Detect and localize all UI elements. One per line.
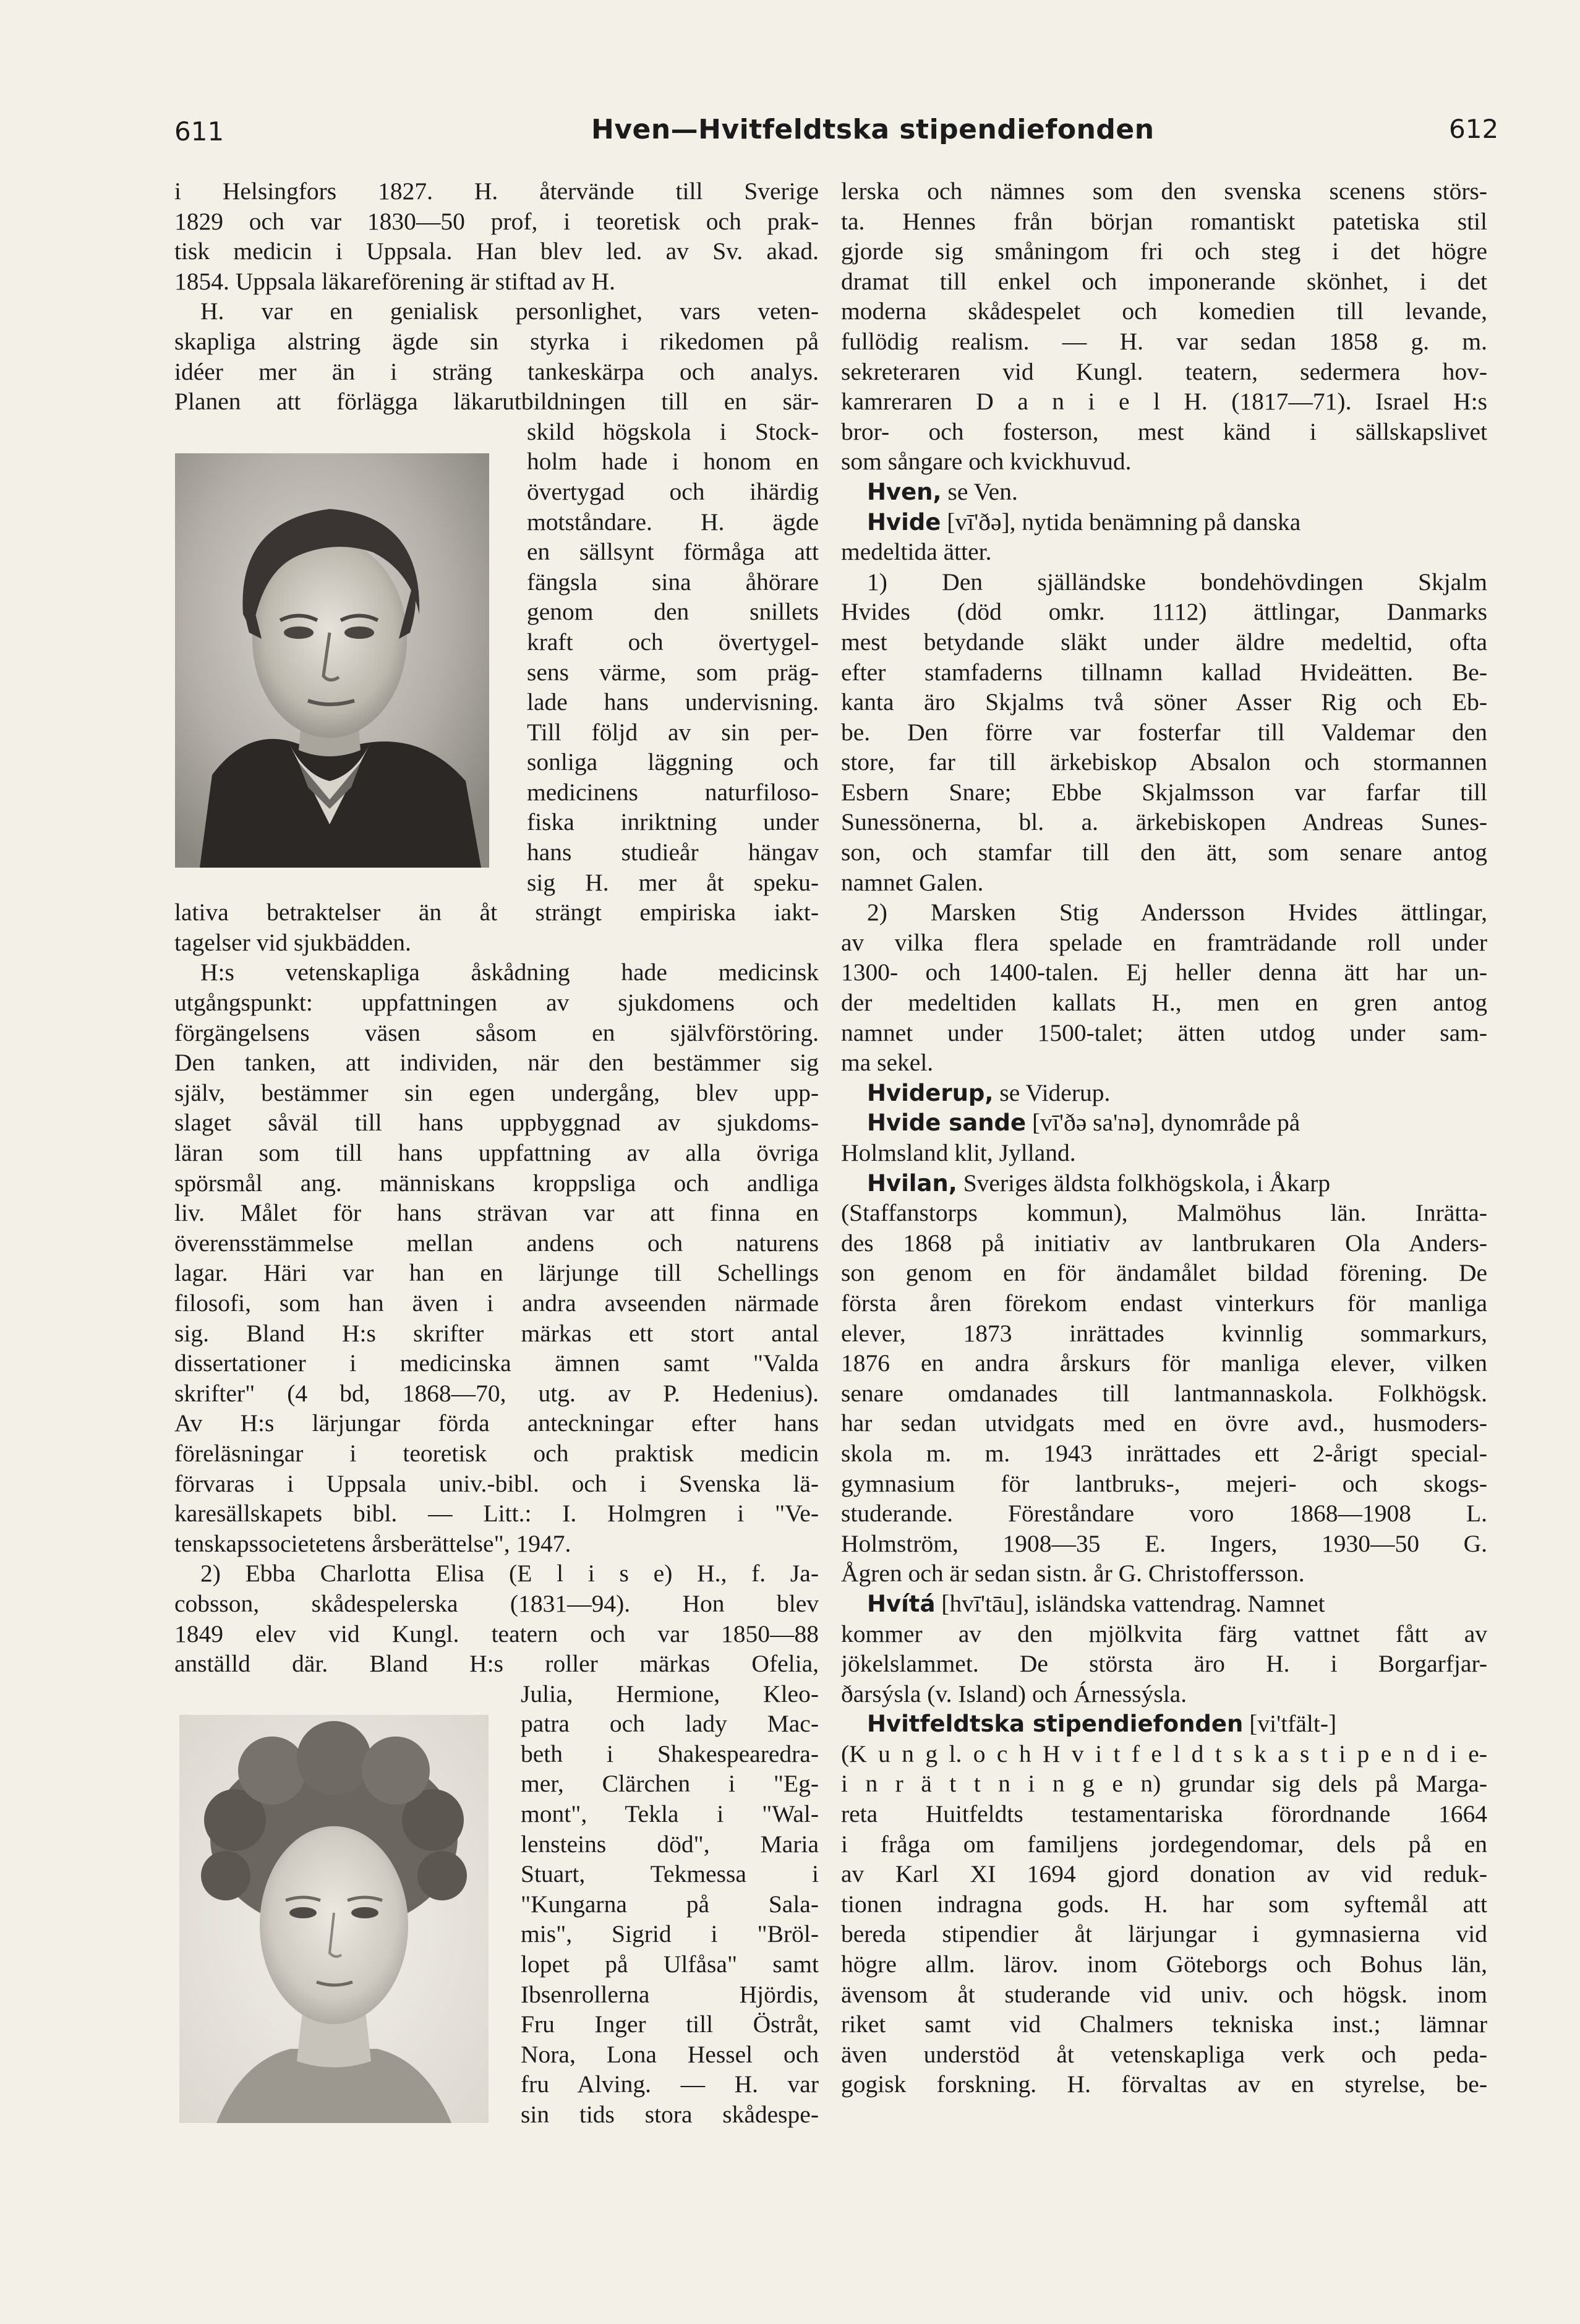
- text-line: fru Alving. — H. var: [521, 2070, 819, 2098]
- text-line: jökelslammet. De största äro H. i Borgarfjar-: [841, 1650, 1487, 1678]
- running-title: Hven—Hvitfeldtska stipendiefonden: [591, 114, 1155, 145]
- text-line: patra och lady Mac-: [521, 1710, 819, 1738]
- text-line: skild högskola i Stock-: [527, 417, 819, 445]
- text-line: lopet på Ulfåsa" samt: [521, 1950, 819, 1978]
- text-line: mer, Clärchen i "Eg-: [521, 1770, 819, 1798]
- text-line: ma sekel.: [841, 1049, 934, 1077]
- text-line: (K u n g l. o c h H v i t f e l d t s k a s t i p e n d i e-: [841, 1740, 1487, 1767]
- text-line: beth i Shakespearedra-: [521, 1740, 819, 1767]
- text-line: högre allm. lärov. inom Göteborgs och Bohus län,: [841, 1950, 1487, 1978]
- text-wrap-around-portrait-1: [527, 417, 819, 898]
- text-line: en sällsynt förmåga att: [527, 538, 819, 566]
- text-line: Den tanken, att individen, när den bestämmer sig: [174, 1049, 819, 1077]
- entry-text: [hvī'tāu], isländska vattendrag. Namnet: [935, 1589, 1325, 1617]
- text-line: H:s vetenskapliga åskådning hade medicinsk: [200, 959, 819, 986]
- text-line: liv. Målet för hans strävan var att finna en: [174, 1199, 819, 1227]
- left-column: [174, 176, 819, 2130]
- text-line: "Kungarna på Sala-: [521, 1890, 819, 1918]
- text-line: son, och stamfar till den ätt, som senare antog: [841, 839, 1487, 866]
- text-line: Ågren och är sedan sistn. år G. Christoffersson.: [841, 1560, 1305, 1587]
- text-line: moderna skådespelet och komedien till levande,: [841, 297, 1487, 325]
- text-line: Planen att förlägga läkarutbildningen till en sär-: [174, 388, 819, 416]
- text-line: sens värme, som präg-: [527, 658, 819, 686]
- text-line: Stuart, Tekmessa i: [521, 1860, 819, 1888]
- page-header: [0, 111, 1580, 161]
- text-line: be. Den förre var fosterfar till Valdemar den: [841, 718, 1487, 746]
- entry-hven: [841, 477, 1487, 507]
- page-number-left: 611: [174, 116, 224, 147]
- text-line: Till följd av sin per-: [527, 718, 819, 746]
- text-line: motståndare. H. ägde: [527, 508, 819, 536]
- text-line: holm hade i honom en: [527, 448, 819, 476]
- text-line: lativa betraktelser än åt strängt empiriska iakt-: [174, 899, 819, 926]
- text-line: Esbern Snare; Ebbe Skjalmsson var farfar till: [841, 778, 1487, 806]
- text-line: reta Huitfeldts testamentariska förordnande 1664: [841, 1800, 1487, 1828]
- text-line: tionen indragna gods. H. har som syftemål att: [841, 1890, 1487, 1918]
- text-line: har sedan utvidgats med en övre avd., husmoders-: [841, 1409, 1487, 1437]
- text-line: fullödig realism. — H. var sedan 1858 g. m.: [841, 327, 1487, 355]
- text-line: fängsla sina åhörare: [527, 568, 819, 596]
- text-line: namnet under 1500-talet; ätten utdog under sam-: [841, 1019, 1487, 1046]
- text-line: själv, bestämmer sin egen undergång, blev upp-: [174, 1079, 819, 1106]
- headword: Hvilan,: [867, 1169, 957, 1197]
- text-line: Hvides (död omkr. 1112) ättlingar, Danmarks: [841, 598, 1487, 626]
- text-line: mest betydande släkt under äldre medeltid, ofta: [841, 628, 1487, 656]
- text-line: gogisk forskning. H. förvaltas av en styrelse, be-: [841, 2070, 1487, 2098]
- text-line: lensteins död", Maria: [521, 1830, 819, 1858]
- text-line: ðarsýsla (v. Island) och Árnessýsla.: [841, 1680, 1187, 1707]
- text-line: medeltida ätter.: [841, 538, 992, 566]
- headword: Hvitfeldtska stipendiefonden: [867, 1711, 1244, 1738]
- text-line: skola m. m. 1943 inrättades ett 2-årigt special-: [841, 1439, 1487, 1467]
- text-line: bereda stipendier åt lärjungar i gymnasierna vid: [841, 1920, 1487, 1948]
- entry-text: [vī'ðə], nytida benämning på danska: [941, 508, 1301, 536]
- text-line: tisk medicin i Uppsala. Han blev led. av Sv. akad.: [174, 237, 819, 265]
- entry-hvide: [841, 507, 1487, 537]
- entry-text: Sveriges äldsta folkhögskola, i Åkarp: [957, 1169, 1331, 1197]
- entry-text: [vi'tfält-]: [1243, 1710, 1337, 1738]
- text-line: sonliga läggning och: [527, 748, 819, 776]
- text-line: av vilka flera spelade en framträdande roll under: [841, 928, 1487, 956]
- text-line: mont", Tekla i "Wal-: [521, 1800, 819, 1828]
- headword: Hviderup,: [867, 1079, 994, 1106]
- text-line: Av H:s lärjungar förda anteckningar efter hans: [174, 1409, 819, 1437]
- text-line: efter stamfaderns tillnamn kallad Hvideätten. Be-: [841, 658, 1487, 686]
- page-number-right: 612: [1449, 114, 1499, 144]
- text-line: utgångspunkt: uppfattningen av sjukdomens och: [174, 989, 819, 1017]
- text-line: 1829 och var 1830—50 prof, i teoretisk och prak-: [174, 207, 819, 235]
- text-line: tenskapssocietetens årsberättelse", 1947.: [174, 1529, 571, 1557]
- text-line: gymnasium för lantbruks-, mejeri- och skogs-: [841, 1469, 1487, 1497]
- text-line: lerska och nämnes som den svenska scenens störs-: [841, 177, 1487, 205]
- entry-text: se Viderup.: [993, 1079, 1111, 1106]
- text-line: sig. Bland H:s skrifter märkas ett stort antal: [174, 1319, 819, 1347]
- text-line: kanta äro Skjalms två söner Asser Rig och Eb-: [841, 688, 1487, 716]
- text-line: Holmsland klit, Jylland.: [841, 1139, 1076, 1166]
- text-line: son genom en för ändamålet bildad förening. De: [841, 1259, 1487, 1287]
- text-line: 1849 elev vid Kungl. teatern och var 1850—88: [174, 1620, 819, 1647]
- text-line: Ibsenrollerna Hjördis,: [521, 1980, 819, 2008]
- entry-hvide-sande: [841, 1108, 1487, 1138]
- text-line: idéer mer än i sträng tankeskärpa och analys.: [174, 357, 819, 385]
- entry-hvita: [841, 1589, 1487, 1619]
- text-line: slaget såväl till hans uppbyggnad av sjukdoms-: [174, 1109, 819, 1137]
- text-line: mis", Sigrid i "Bröl-: [521, 1920, 819, 1948]
- entry-hvitfeldtska: [841, 1709, 1487, 1739]
- text-line: H. var en genialisk personlighet, vars veten-: [200, 297, 819, 325]
- text-line: der medeltiden kallats H., men en gren antog: [841, 989, 1487, 1017]
- text-line: som sångare och kvickhuvud.: [841, 448, 1132, 476]
- text-line: sig H. mer åt speku-: [527, 868, 819, 896]
- text-line: anställd där. Bland H:s roller märkas Ofelia,: [174, 1650, 819, 1678]
- text-line: 1300- och 1400-talen. Ej heller denna ätt har un-: [841, 959, 1487, 986]
- text-line: senare omdanades till lantmannaskola. Folkhögsk.: [841, 1379, 1487, 1407]
- text-line: 1854. Uppsala läkareförening är stiftad av H.: [174, 267, 615, 295]
- text-line: fiska inriktning under: [527, 808, 819, 836]
- text-line: karesällskapets bibl. — Litt.: I. Holmgren i "Ve-: [174, 1500, 819, 1527]
- text-line: Fru Inger till Östråt,: [521, 2010, 819, 2038]
- text-line: Nora, Lona Hessel och: [521, 2040, 819, 2068]
- text-line: Julia, Hermione, Kleo-: [521, 1680, 819, 1707]
- text-line: 1) Den själländske bondehövdingen Skjalm: [867, 568, 1487, 596]
- right-column: [841, 176, 1487, 2100]
- text-line: sekreteraren vid Kungl. teatern, sedermera hov-: [841, 357, 1487, 385]
- text-line: medicinens naturfiloso-: [527, 778, 819, 806]
- entry-text: se Ven.: [941, 477, 1018, 505]
- text-line: läran som till hans uppfattning av alla övriga: [174, 1139, 819, 1166]
- entry-hvilan: [841, 1168, 1487, 1198]
- text-line: Sunessönerna, bl. a. ärkebiskopen Andreas Sunes-: [841, 808, 1487, 836]
- text-line: första åren förekom endast vinterkurs för manliga: [841, 1289, 1487, 1317]
- text-line: dissertationer i medicinska ämnen samt "Valda: [174, 1349, 819, 1377]
- text-line: tagelser vid sjukbädden.: [174, 928, 411, 956]
- text-wrap-around-portrait-2: [521, 1679, 819, 2130]
- text-line: kraft och övertygel-: [527, 628, 819, 656]
- text-line: förgängelsens väsen såsom en självförstöring.: [174, 1019, 819, 1046]
- text-line: spörsmål ang. människans kroppsliga och andliga: [174, 1169, 819, 1197]
- text-line: i Helsingfors 1827. H. återvände till Sverige: [174, 177, 819, 205]
- text-line: cobsson, skådespelerska (1831—94). Hon blev: [174, 1589, 819, 1617]
- text-line: genom den snillets: [527, 598, 819, 626]
- text-line: des 1868 på initiativ av lantbrukaren Ola Anders-: [841, 1229, 1487, 1257]
- text-line: (Staffanstorps kommun), Malmöhus län. Inrätta-: [841, 1199, 1487, 1227]
- text-line: sin tids stora skådespe-: [521, 2101, 819, 2128]
- text-line: förvaras i Uppsala univ.-bibl. och i Svenska lä-: [174, 1469, 819, 1497]
- entry-text: [vī'ðə sa'nə], dynområde på: [1026, 1109, 1300, 1137]
- headword: Hvide: [867, 508, 941, 536]
- text-line: övertygad och ihärdig: [527, 477, 819, 505]
- text-line: lade hans undervisning.: [527, 688, 819, 716]
- text-line: skapliga alstring ägde sin styrka i rikedomen på: [174, 327, 819, 355]
- text-line: gjorde sig småningom fri och steg i det högre: [841, 237, 1487, 265]
- text-line: dramat till enkel och imponerande skönhet, i det: [841, 267, 1487, 295]
- headword: Hvide sande: [867, 1109, 1027, 1137]
- text-line: kamreraren D a n i e l H. (1817—71). Israel H:s: [841, 388, 1487, 416]
- text-line: elever, 1873 inrättades kvinnlig sommarkurs,: [841, 1319, 1487, 1347]
- text-line: filosofi, som han även i andra avseenden närmade: [174, 1289, 819, 1317]
- text-line: föreläsningar i teoretisk och praktisk medicin: [174, 1439, 819, 1467]
- text-line: 2) Ebba Charlotta Elisa (E l i s e) H., f. Ja-: [200, 1560, 819, 1587]
- entry-hviderup: [841, 1078, 1487, 1108]
- text-line: ta. Hennes från början romantiskt patetiska stil: [841, 207, 1487, 235]
- text-line: överensstämmelse mellan andens och naturens: [174, 1229, 819, 1257]
- text-line: 1876 en andra årskurs för manliga elever, vilken: [841, 1349, 1487, 1377]
- headword: Hvítá: [867, 1590, 936, 1617]
- text-line: av Karl XI 1694 gjord donation av vid reduk-: [841, 1860, 1487, 1888]
- text-line: studerande. Föreståndare voro 1868—1908 L.: [841, 1500, 1487, 1527]
- text-line: Holmström, 1908—35 E. Ingers, 1930—50 G.: [841, 1529, 1487, 1557]
- text-line: även understöd åt vetenskapliga verk och peda-: [841, 2040, 1487, 2068]
- text-line: i n r ä t t n i n g e n) grundar sig dels på Marga-: [841, 1770, 1487, 1798]
- text-line: kommer av den mjölkvita färg vattnet fått av: [841, 1620, 1487, 1647]
- headword: Hven,: [867, 478, 942, 505]
- text-line: lagar. Häri var han en lärjunge till Schellings: [174, 1259, 819, 1287]
- text-line: store, far till ärkebiskop Absalon och stormannen: [841, 748, 1487, 776]
- text-line: hans studieår hängav: [527, 839, 819, 866]
- text-line: riket samt vid Chalmers tekniska inst.; lämnar: [841, 2010, 1487, 2038]
- text-line: skrifter" (4 bd, 1868—70, utg. av P. Hedenius).: [174, 1379, 819, 1407]
- text-line: bror- och fosterson, mest känd i sällskapslivet: [841, 417, 1487, 445]
- text-line: namnet Galen.: [841, 868, 984, 896]
- text-line: ävensom åt studerande vid univ. och högsk. inom: [841, 1980, 1487, 2008]
- text-line: i fråga om familjens jordegendomar, dels på en: [841, 1830, 1487, 1858]
- text-line: 2) Marsken Stig Andersson Hvides ättlingar,: [867, 899, 1487, 926]
